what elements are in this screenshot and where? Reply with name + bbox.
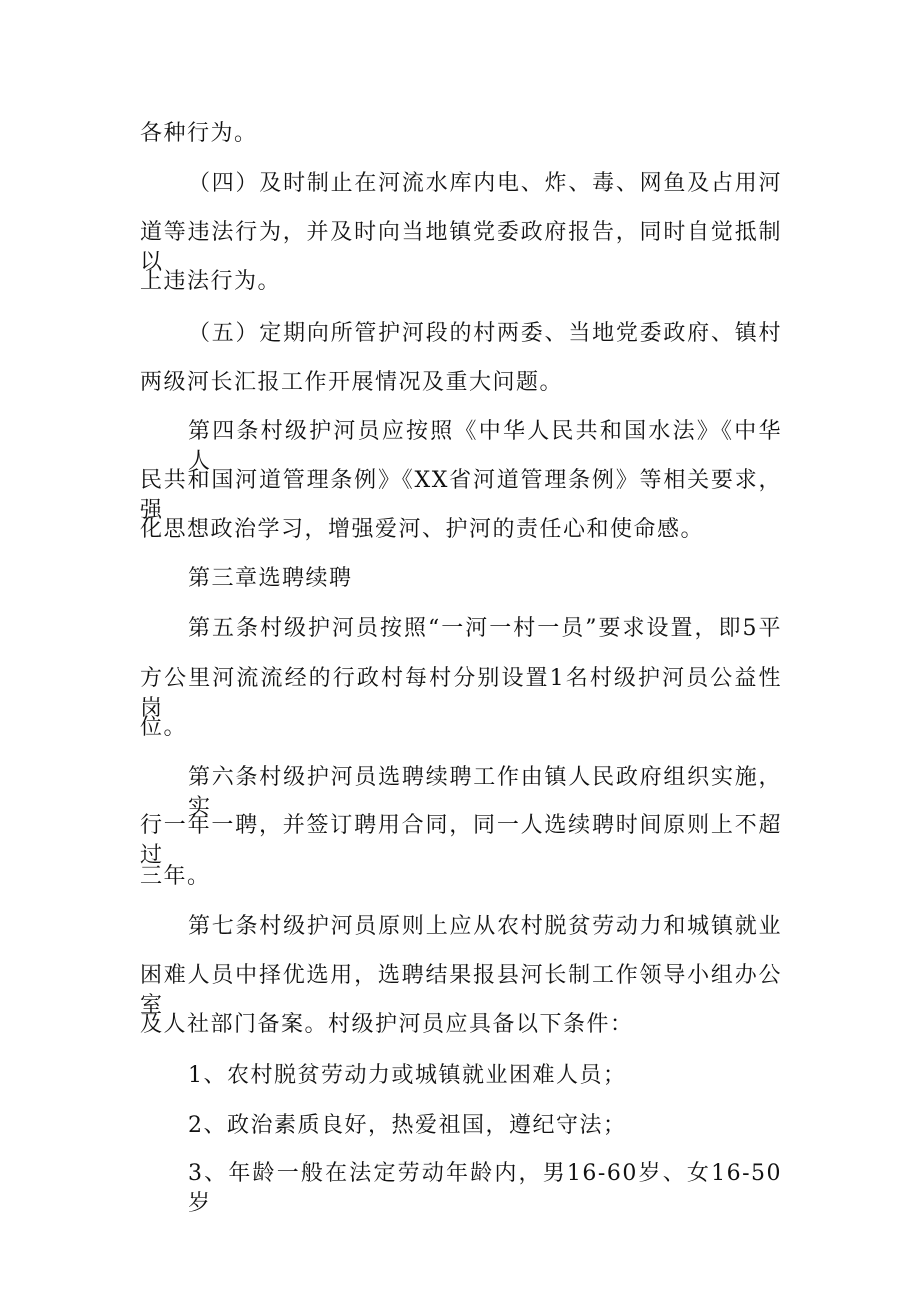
paragraph-line: 两级河长汇报工作开展情况及重大问题。 <box>140 370 564 395</box>
paragraph-line: 三年。 <box>140 864 211 889</box>
list-item: 2、政治素质良好，热爱祖国，遵纪守法； <box>188 1113 627 1138</box>
paragraph-line: 方公里河流流经的行政村每村分别设置1名村级护河员公益性岗 <box>140 666 782 721</box>
paragraph-line: （四）及时制止在河流水库内电、炸、毒、网鱼及占用河 <box>188 171 782 196</box>
paragraph-line: 及人社部门备案。村级护河员应具备以下条件： <box>140 1012 634 1037</box>
paragraph-line: 第四条村级护河员应按照《中华人民共和国水法》《中华人 <box>188 419 782 474</box>
paragraph-line: 第五条村级护河员按照“一河一村一员”要求设置，即5平 <box>188 616 782 641</box>
paragraph-line: 化思想政治学习，增强爱河、护河的责任心和使命感。 <box>140 517 705 542</box>
list-item: 3、年龄一般在法定劳动年龄内，男16-60岁、女16-50岁 <box>188 1161 782 1216</box>
chapter-heading: 第三章选聘续聘 <box>188 566 353 591</box>
list-item: 1、农村脱贫劳动力或城镇就业困难人员； <box>188 1063 627 1088</box>
paragraph-line: 行一年一聘，并签订聘用合同，同一人选续聘时间原则上不超过 <box>140 813 782 868</box>
paragraph-line: 道等违法行为，并及时向当地镇党委政府报告，同时自觉抵制以 <box>140 220 782 275</box>
paragraph-line: 第七条村级护河员原则上应从农村脱贫劳动力和城镇就业 <box>188 914 782 939</box>
paragraph-line: 困难人员中择优选用，选聘结果报县河长制工作领导小组办公室 <box>140 963 782 1018</box>
paragraph-line: 各种行为。 <box>140 121 258 146</box>
paragraph-line: （五）定期向所管护河段的村两委、当地党委政府、镇村 <box>188 321 782 346</box>
paragraph-line: 民共和国河道管理条例》《XX省河道管理条例》等相关要求，强 <box>140 468 782 523</box>
paragraph-line: 第六条村级护河员选聘续聘工作由镇人民政府组织实施，实 <box>188 765 782 820</box>
paragraph-line: 上违法行为。 <box>140 269 282 294</box>
paragraph-line: 位。 <box>140 715 188 740</box>
